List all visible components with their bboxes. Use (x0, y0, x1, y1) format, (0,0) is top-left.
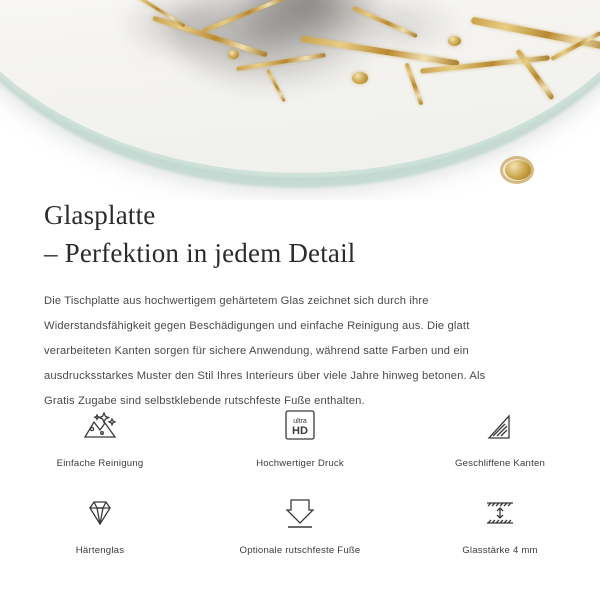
ultra-hd-print-icon (274, 404, 326, 448)
feature-label: Optionale rutschfeste Fuße (239, 545, 361, 556)
feature-item-easy-cleaning (0, 404, 200, 469)
tempered-glass-diamond-icon (74, 491, 126, 535)
svg-text:ultra: ultra (293, 418, 307, 425)
feature-label: Geschliffene Kanten (454, 458, 546, 469)
feature-label: Einfache Reinigung (56, 458, 144, 469)
text-content (0, 196, 600, 415)
polished-edges-icon (474, 404, 526, 448)
feature-item-hq-print (200, 404, 400, 469)
easy-cleaning-icon (74, 404, 126, 448)
page-title (0, 196, 600, 273)
body-paragraph: Die Tischplatte aus hochwertigem gehärtetem Glas zeichnet sich durch ihre Widerstandsfähigkeit gegen Beschädigungen und einfache Reinigung aus. Die glatt verarbeiteten Kanten sorgen für sichere Anwendung, während satte Farben und ein ausdrucksstarkes Muster den Stil Ihres Interieurs über viele Jahre hinweg betonen. Als Gratis Zugabe sind selbstklebende rutschfeste Fuße enthalten. (44, 294, 486, 408)
feature-item-glass-thickness (400, 491, 600, 556)
headline-line-1: Glasplatte (44, 200, 156, 230)
feature-label: Härtenglas (75, 545, 125, 556)
feature-item-tempered-glass (0, 491, 200, 556)
feature-grid (0, 404, 600, 556)
feature-item-anti-slip-feet (200, 491, 400, 556)
feature-label: Glasstärke 4 mm (462, 545, 538, 556)
anti-slip-feet-icon (274, 491, 326, 535)
gold-ring-detail (500, 156, 534, 184)
gold-nugget (505, 160, 531, 180)
glass-thickness-icon (474, 491, 526, 535)
svg-text:HD: HD (292, 425, 308, 437)
glass-table-top (0, 0, 600, 180)
feature-label: Hochwertiger Druck (256, 458, 344, 469)
feature-item-polished-edges (400, 404, 600, 469)
hero-image (0, 0, 600, 200)
headline-line-2: – Perfektion in jedem Detail (44, 238, 356, 269)
